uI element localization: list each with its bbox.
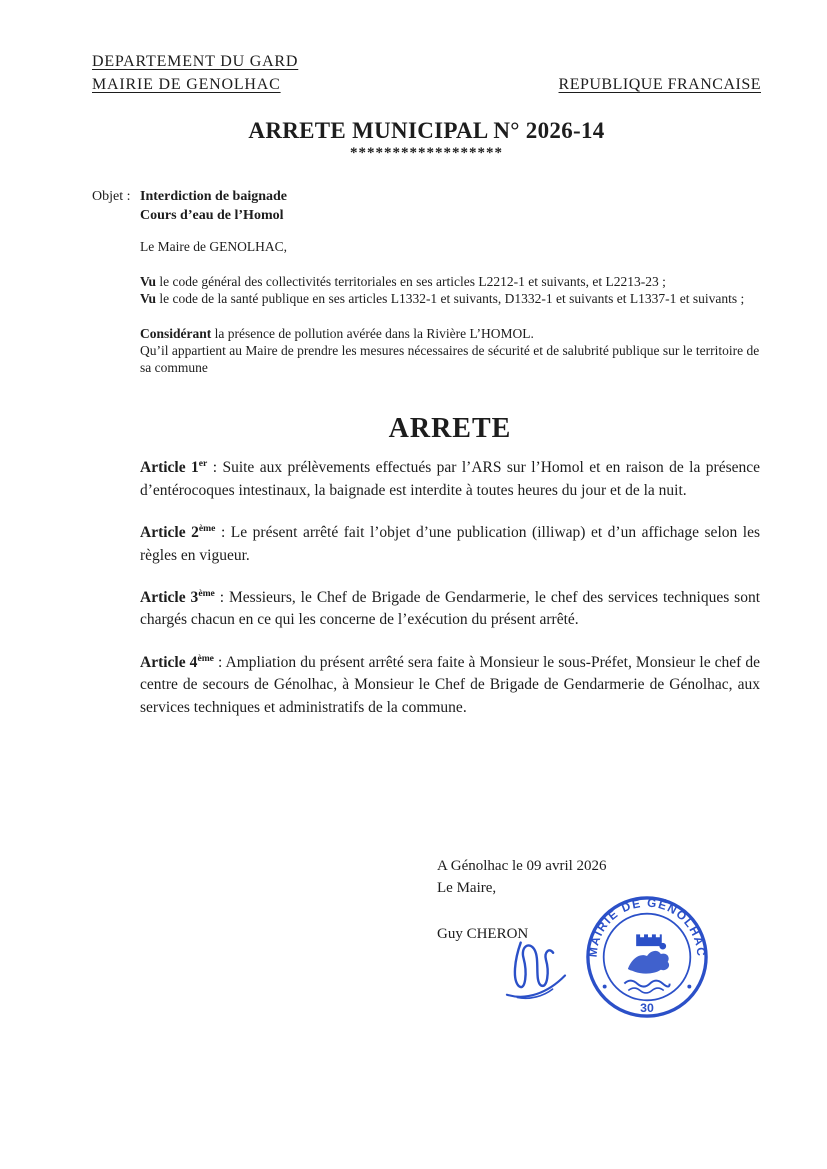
objet-lines	[140, 188, 287, 225]
stamp-emblem	[624, 934, 669, 993]
article-2-ordinal: ème	[198, 523, 216, 535]
signature-role: Le Maire,	[437, 880, 497, 896]
article-2-label	[140, 524, 215, 541]
official-stamp	[583, 893, 711, 1021]
article-3-ordinal: ème	[198, 587, 215, 599]
salutation: Le Maire de GENOLHAC,	[140, 239, 287, 254]
article-1-text: : Suite aux prélèvements effectués par l’ARS sur l’Homol et en raison de la présence d’entérocoques intestinaux, la baignade est interdite à toutes heures du jour et de la nuit.	[140, 459, 761, 499]
article-2-number: Article 2	[140, 524, 199, 542]
objet-line-1: Interdiction de baignade	[140, 189, 288, 204]
article-3-text: : Messieurs, le Chef de Brigade de Gendarmerie, le chef des services techniques sont chargés chacun en ce qui les concerne de l’exécution du présent arrêté.	[140, 589, 761, 629]
article-4-ordinal: ème	[197, 652, 214, 664]
vu-paragraph	[140, 273, 760, 307]
considerant-text-2: Qu’il appartient au Maire de prendre les mesures nécessaires de sécurité et de salubrité publique sur le territoire de sa commune	[140, 342, 760, 376]
article-3-number: Article 3	[140, 589, 199, 607]
objet-label: Objet :	[92, 189, 131, 204]
vu-2-label: Vu	[140, 291, 157, 307]
title-block	[92, 118, 761, 162]
header-left	[92, 52, 298, 94]
republique-line: REPUBLIQUE FRANCAISE	[558, 76, 761, 93]
article-1-ordinal: er	[198, 458, 208, 470]
article-3	[140, 587, 760, 632]
signature-block	[437, 855, 607, 945]
article-2-text: : Le présent arrêté fait l’objet d’une publication (illiwap) et d’un affichage selon les règles en vigueur.	[140, 524, 760, 564]
document-header	[92, 52, 761, 94]
handwritten-signature	[488, 928, 584, 1010]
vu-1-label: Vu	[140, 274, 157, 290]
signature-place-date: A Génolhac le 09 avril 2026	[437, 858, 607, 874]
article-1-number: Article 1	[140, 459, 199, 477]
vu-1-text: le code général des collectivités territoriales en ses articles L2212-1 et suivants, et L2213-23 ;	[159, 274, 666, 290]
stamp-dot-left	[603, 985, 607, 989]
title-stars: ******************	[350, 145, 503, 161]
signature-name: Guy CHERON	[437, 926, 529, 942]
article-1-label	[140, 459, 207, 476]
objet-block	[92, 188, 287, 225]
article-4	[140, 652, 760, 719]
objet-line-2: Cours d’eau de l’Homol	[140, 207, 284, 223]
department-line: DEPARTEMENT DU GARD	[92, 53, 299, 70]
stamp-dot-right	[687, 985, 691, 989]
stamp-number: 30	[640, 1001, 654, 1016]
vu-2-text: le code de la santé publique en ses articles L1332-1 et suivants, D1332-1 et suivants et L1337-1 et suivants ;	[159, 291, 745, 307]
article-4-number: Article 4	[140, 653, 198, 671]
article-4-label	[140, 654, 214, 671]
mairie-line: MAIRIE DE GENOLHAC	[92, 76, 281, 93]
considerant-paragraph	[140, 325, 760, 377]
article-3-label	[140, 589, 215, 606]
article-4-text: : Ampliation du présent arrêté sera faite à Monsieur le sous-Préfet, Monsieur le chef de centre de secours de Génolhac, à Monsieur le Chef de Brigade de Gendarmerie de Génolhac, aux services techniques et administratifs de la commune.	[140, 653, 761, 716]
stamp-ring-text: MAIRIE DE GÉNOLHAC	[585, 895, 709, 958]
article-1	[140, 457, 760, 502]
arrete-heading: ARRETE	[388, 413, 512, 445]
considerant-label: Considérant	[140, 325, 212, 341]
considerant-text-1: la présence de pollution avérée dans la Rivière L’HOMOL.	[214, 325, 534, 341]
document-title: ARRETE MUNICIPAL N° 2026-14	[248, 118, 605, 143]
document-body	[140, 238, 760, 719]
article-2	[140, 522, 760, 567]
